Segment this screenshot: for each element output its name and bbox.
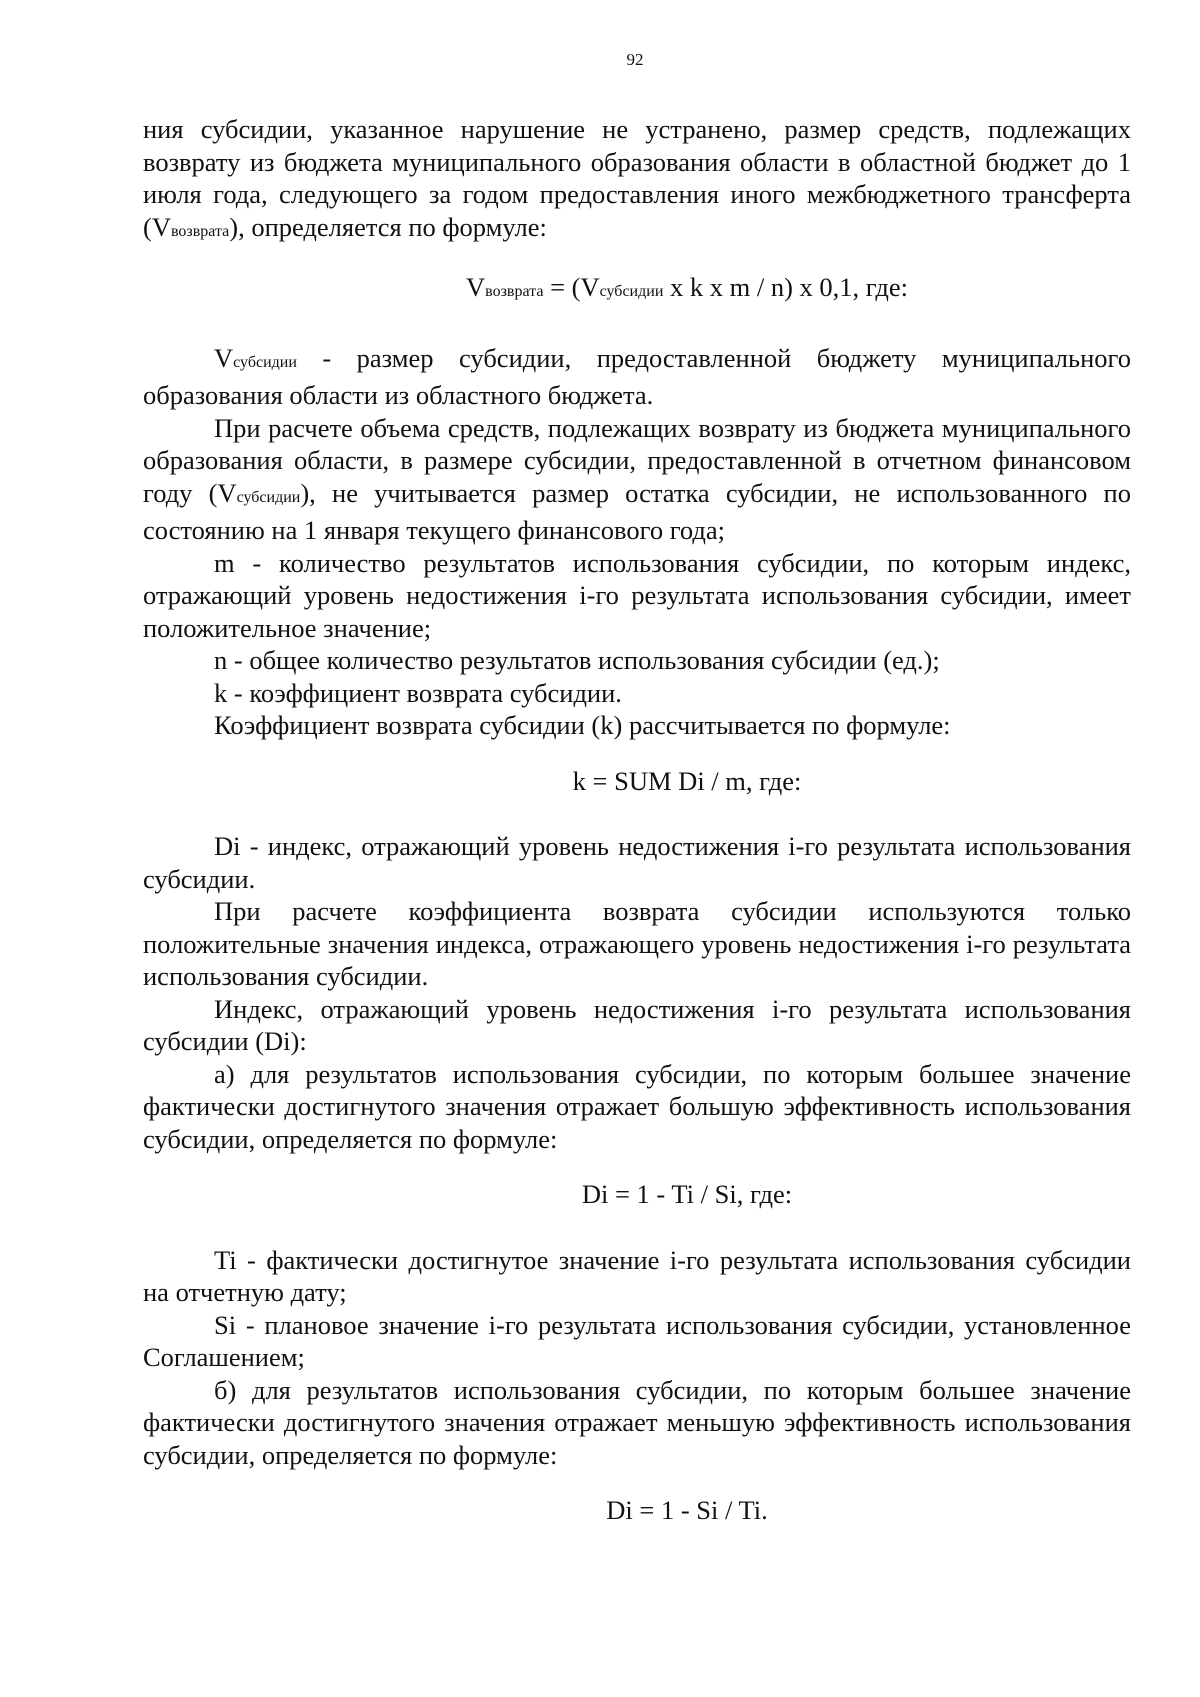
document-body [143, 113, 1131, 1560]
intro-text-end: ), определяется по формуле: [229, 211, 547, 242]
formula-case-a: Di = 1 - Ti / Si, где: [581, 1179, 793, 1209]
definition-k: k - коэффициент возврата субсидии. [214, 677, 622, 708]
def-v-text: - размер субсидии, предоставленной бюджету муниципального образования области из областного бюджета. [143, 342, 1131, 410]
definition-n: n - общее количество результатов использования субсидии (ед.); [214, 645, 940, 675]
formula-sub-subsidy: субсидии [599, 283, 664, 300]
formula-k: k = SUM Di / m, где: [572, 765, 802, 796]
def-v-letter: V [214, 342, 234, 373]
paragraph-k-formula-intro: Коэффициент возврата субсидии (k) рассчитывается по формуле: [214, 710, 951, 740]
intro-text: ния субсидии, указанное нарушение не устранено, размер средств, подлежащих возврату из бюджета муниципального образования области в областной бюджет до 1 июля года, следующего за годом предоставления иного межбюджетного трансферта (V [143, 114, 1131, 242]
definition-si: Si - плановое значение i-го результата использования субсидии, установленное Соглашением; [143, 1309, 1131, 1372]
page-number: 92 [626, 50, 644, 69]
formula-sub-return: возврата [485, 283, 544, 300]
def-v-sub: субсидии [233, 353, 297, 371]
formula-case-b: Di = 1 - Si / Ti. [606, 1495, 768, 1525]
definition-v-subsidy [143, 342, 1131, 412]
paragraph-case-b: б) для результатов использования субсидии, по которым большее значение фактически достигнутого значения отражает меньшую эффективность использования субсидии, определяется по формуле: [143, 1374, 1131, 1470]
definition-ti: Ti - фактически достигнутое значение i-го результата использования субсидии на отчетную дату; [143, 1244, 1131, 1307]
formula-rest: x k x m / n) x 0,1, где: [663, 272, 908, 302]
formula-v: V [466, 272, 486, 302]
intro-subscript: возврата [170, 222, 230, 240]
formula-mid: = (V [543, 272, 600, 302]
paragraph-intro [143, 113, 1131, 248]
calc-sub: субсидии [236, 488, 301, 506]
paragraph-calculation [143, 412, 1131, 547]
definition-di: Di - индекс, отражающий уровень недостижения i-го результата использования субсидии. [143, 831, 1131, 894]
calc-end: ), не учитывается размер остатка субсидии, не использованного по состоянию на 1 января текущего финансового года; [143, 477, 1131, 545]
paragraph-positive-values: При расчете коэффициента возврата субсидии используются только положительные значения индекса, отражающего уровень недостижения i-го результата использования субсидии. [143, 896, 1131, 991]
calc-start: При расчете объема средств, подлежащих возврату из бюджета муниципального образования области, в размере субсидии, предоставленной в отчетном финансовом году (V [143, 412, 1131, 508]
formula-return [143, 271, 1131, 309]
paragraph-case-a: а) для результатов использования субсидии, по которым большее значение фактически достигнутого значения отражает большую эффективность использования субсидии, определяется по формуле: [143, 1058, 1131, 1154]
paragraph-index: Индекс, отражающий уровень недостижения i-го результата использования субсидии (Di): [143, 993, 1131, 1056]
definition-m: m - количество результатов использования субсидии, по которым индекс, отражающий уровень недостижения i-го результата использования субсидии, имеет положительное значение; [143, 547, 1131, 643]
